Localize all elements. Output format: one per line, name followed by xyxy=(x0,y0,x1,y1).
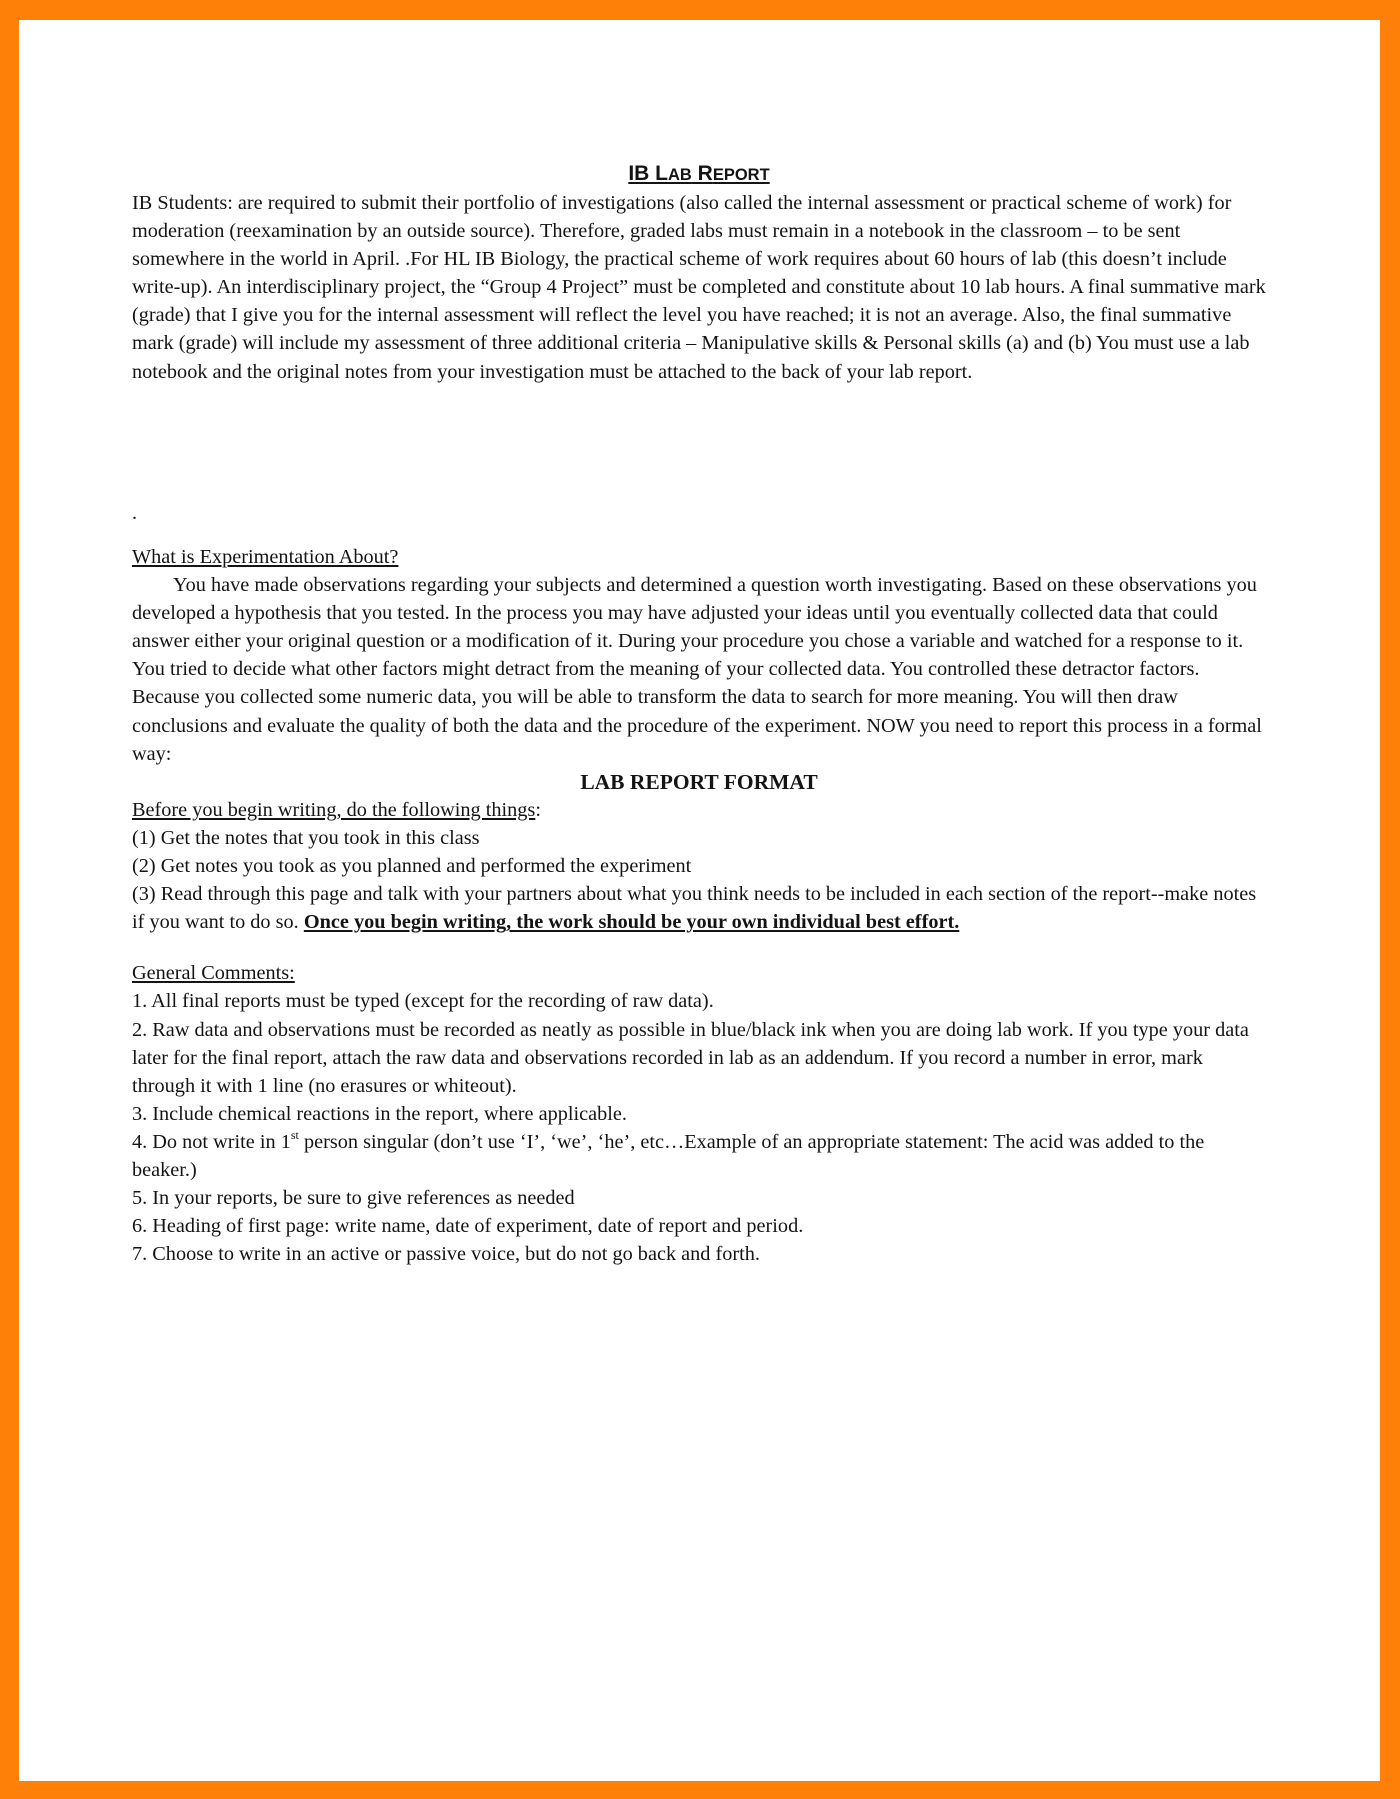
experimentation-heading: What is Experimentation About? xyxy=(132,546,399,568)
title-part: R xyxy=(691,162,713,185)
document-page xyxy=(132,160,1266,1268)
comment-item: 6. Heading of first page: write name, date of experiment, date of report and period. xyxy=(132,1215,804,1238)
steps-list xyxy=(132,824,1266,936)
comment4-start: 4. Do not write in 1 xyxy=(132,1130,291,1153)
comment-item: 7. Choose to write in an active or passive voice, but do not go back and forth. xyxy=(132,1243,761,1266)
comment-item: 2. Raw data and observations must be recorded as neatly as possible in blue/black ink when you are doing lab work. If you type your data later for the final report, attach the raw data and observations recorded in lab as an addendum. If you record a number in error, mark through it with 1 line (no erasures or whiteout). xyxy=(132,1018,1249,1097)
intro-paragraph: IB Students: are required to submit their portfolio of investigations (also called the internal assessment or practical scheme of work) for moderation (reexamination by an outside source). Therefore, graded labs must remain in a notebook in the classroom – to be sent somewhere in the world in April. .For HL IB Biology, the practical scheme of work requires about 60 hours of lab (this doesn’t include write-up). An interdisciplinary project, the “Group 4 Project” must be completed and constitute about 10 lab hours. A final summative mark (grade) that I give you for the internal assessment will reflect the level you have reached; it is not an average. Also, the final summative mark (grade) will include my assessment of three additional criteria – Manipulative skills & Personal skills (a) and (b) You must use a lab notebook and the original notes from your investigation must be attached to the back of your lab report. xyxy=(132,192,1266,383)
stray-dot: . xyxy=(132,502,138,524)
comment-item: 1. All final reports must be typed (except for the recording of raw data). xyxy=(132,990,714,1013)
step-item: (2) Get notes you took as you planned and performed the experiment xyxy=(132,855,692,878)
step-item xyxy=(132,880,1266,936)
document-title xyxy=(132,160,1266,189)
general-comments-heading: General Comments: xyxy=(132,962,295,985)
before-heading-text: Before you begin writing, do the following things xyxy=(132,798,536,821)
comment4-end: person singular (don’t use ‘I’, ‘we’, ‘he’, etc…Example of an appropriate statement: The acid was added to the beaker.) xyxy=(132,1130,1205,1181)
title-part: EPORT xyxy=(712,166,770,184)
before-heading-colon: : xyxy=(535,798,541,821)
comment4-superscript: st xyxy=(290,1127,299,1142)
title-part: AB xyxy=(667,166,692,184)
comment-item: 5. In your reports, be sure to give references as needed xyxy=(132,1187,575,1210)
step3-text: (3) Read through this page and talk with your partners about what you think needs to be included in each section of the report--make notes if you want to do so. xyxy=(132,883,1257,934)
comment-item xyxy=(132,1128,1266,1184)
comments-list xyxy=(132,987,1266,1268)
experimentation-paragraph: You have made observations regarding your subjects and determined a question worth investigating. Based on these observations you developed a hypothesis that you tested. In the process you may have adjusted your ideas until you eventually collected data that could answer either your original question or a modification of it. During your procedure you chose a variable and watched for a response to it. You tried to decide what other factors might detract from the meaning of your collected data. You controlled these detractor factors. Because you collected some numeric data, you will be able to transform the data to search for more meaning. You will then draw conclusions and evaluate the quality of both the data and the procedure of the experiment. NOW you need to report this process in a formal way: xyxy=(132,574,1262,765)
step-item: (1) Get the notes that you took in this class xyxy=(132,826,480,849)
comment-item: 3. Include chemical reactions in the report, where applicable. xyxy=(132,1102,627,1125)
before-heading xyxy=(132,796,1266,824)
title-part: IB L xyxy=(628,162,668,185)
format-heading: LAB REPORT FORMAT xyxy=(580,769,818,794)
step3-emphasis: Once you begin writing, the work should be your own individual best effort. xyxy=(303,911,960,934)
